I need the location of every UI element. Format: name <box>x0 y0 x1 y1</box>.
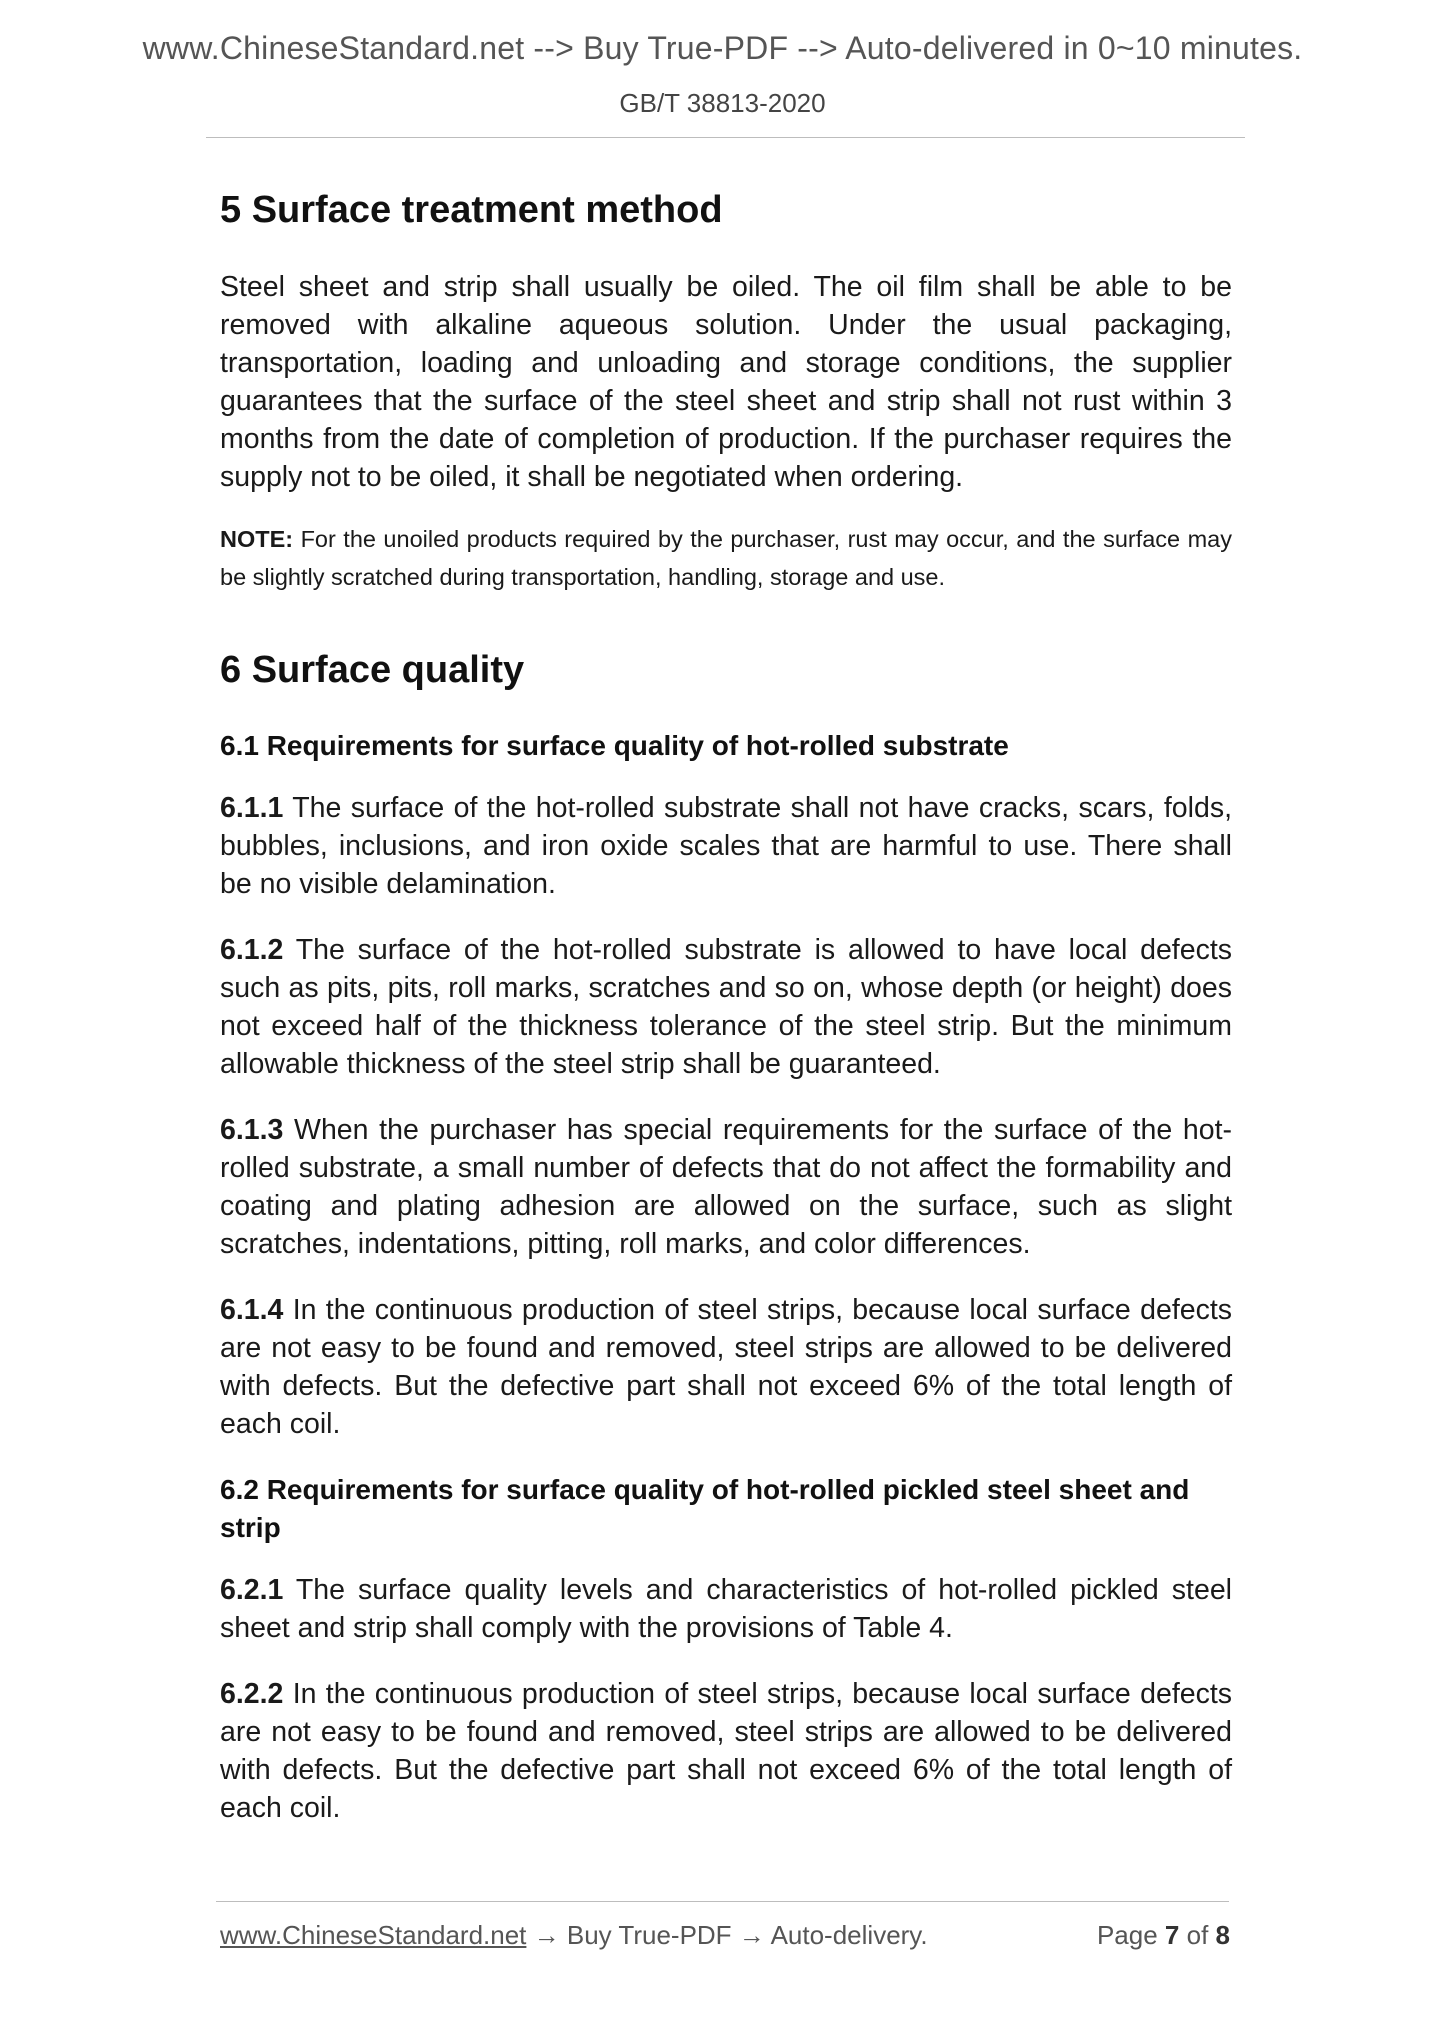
footer-site-link[interactable]: www.ChineseStandard.net <box>220 1920 527 1950</box>
section-5-paragraph: Steel sheet and strip shall usually be oiled. The oil film shall be able to be removed with alkaline aqueous solution. Under the usual packaging, transportation, loading and unloading and storage conditions, the supplier guarantees that the surface of the steel sheet and strip shall not rust within 3 months from the date of completion of production. If the purchaser requires the supply not to be oiled, it shall be negotiated when ordering. <box>220 270 1232 493</box>
section-6-heading: 6 Surface quality <box>220 648 525 691</box>
page-content <box>220 180 1232 1855</box>
clause-number: 6.1.3 <box>220 1113 284 1146</box>
top-banner: www.ChineseStandard.net --> Buy True-PDF --> Auto-delivered in 0~10 minutes. <box>142 30 1303 66</box>
note-text: For the unoiled products required by the purchaser, rust may occur, and the surface may be slightly scratched during transportation, handling, storage and use. <box>220 525 1232 590</box>
document-code: GB/T 38813-2020 <box>619 88 826 118</box>
clause-6-1-3 <box>220 1111 1232 1263</box>
clause-text: The surface quality levels and characteristics of hot-rolled pickled steel sheet and strip shall comply with the provisions of Table 4. <box>220 1573 1232 1644</box>
clause-6-1-heading: 6.1 Requirements for surface quality of hot-rolled substrate <box>220 730 1009 762</box>
clause-6-2-heading: 6.2 Requirements for surface quality of hot-rolled pickled steel sheet and strip <box>220 1473 1190 1543</box>
clause-text: In the continuous production of steel strips, because local surface defects are not easy to be found and removed, steel strips are allowed to be delivered with defects. But the defective part shall not exceed 6% of the total length of each coil. <box>220 1293 1232 1440</box>
section-5-note <box>220 520 1232 596</box>
footer-divider <box>216 1901 1229 1902</box>
section-5-heading: 5 Surface treatment method <box>220 189 723 231</box>
footer-tagline: → Buy True-PDF → Auto-delivery. <box>526 1920 928 1950</box>
clause-number: 6.1.1 <box>220 791 284 824</box>
page-number <box>1097 1920 1230 1951</box>
page-footer <box>220 1920 1230 1951</box>
clause-text: The surface of the hot-rolled substrate shall not have cracks, scars, folds, bubbles, inclusions, and iron oxide scales that are harmful to use. There shall be no visible delamination. <box>220 791 1232 900</box>
footer-left <box>220 1920 928 1950</box>
clause-6-2-2 <box>220 1675 1232 1827</box>
clause-text: The surface of the hot-rolled substrate is allowed to have local defects such as pits, pits, roll marks, scratches and so on, whose depth (or height) does not exceed half of the thickness tolerance of the steel strip. But the minimum allowable thickness of the steel strip shall be guaranteed. <box>220 933 1232 1080</box>
clause-6-1-2 <box>220 931 1232 1083</box>
page-label: Page <box>1096 1920 1165 1950</box>
clause-number: 6.1.2 <box>220 933 284 966</box>
clause-6-2-1 <box>220 1571 1232 1647</box>
page-total: 8 <box>1215 1920 1230 1950</box>
note-label: NOTE: <box>220 525 294 552</box>
clause-6-1-4 <box>220 1291 1232 1443</box>
page-of: of <box>1179 1920 1216 1950</box>
header-divider <box>206 137 1245 138</box>
page-current: 7 <box>1164 1920 1180 1950</box>
clause-number: 6.2.1 <box>220 1573 284 1606</box>
clause-text: When the purchaser has special requirements for the surface of the hot-rolled substrate, a small number of defects that do not affect the formability and coating and plating adhesion are allowed on the surface, such as slight scratches, indentations, pitting, roll marks, and color differences. <box>220 1113 1232 1260</box>
clause-6-1-1 <box>220 789 1232 903</box>
clause-number: 6.1.4 <box>220 1293 284 1326</box>
clause-text: In the continuous production of steel strips, because local surface defects are not easy to be found and removed, steel strips are allowed to be delivered with defects. But the defective part shall not exceed 6% of the total length of each coil. <box>220 1677 1232 1824</box>
clause-number: 6.2.2 <box>220 1677 284 1710</box>
